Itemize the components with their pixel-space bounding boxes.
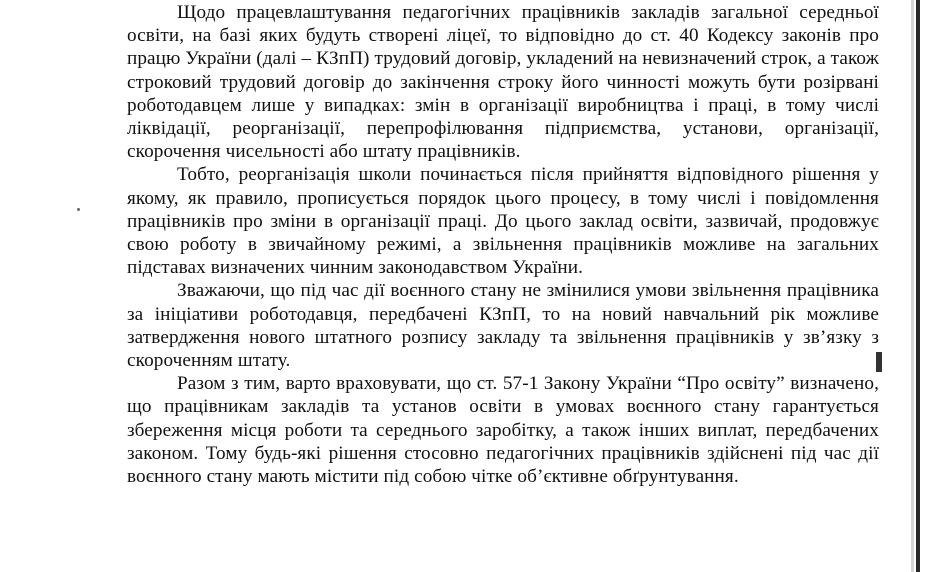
paragraph-employment: Щодо працевлаштування педагогічних працівників закладів загальної середньої освіти, на базі яких будуть створені ліцеї, то відповідно до ст. 40 Кодексу законів про працю України (далі – КЗпП) трудовий договір, укладений на невизначений строк, а також строковий трудовий договір до закінчення строку його чинності можуть бути розірвані роботодавцем лише у випадках: змін в організації виробництва і праці, в тому числі ліквідації, реорганізації, перепрофілювання підприємства, установи, організації, скорочення чисельності або штату працівників. <box>127 2 879 163</box>
document-body <box>127 1 879 488</box>
scan-edge-shadow <box>911 0 914 572</box>
paragraph-reorganization: Тобто, реорганізація школи починається після прийняття відповідного рішення у якому, як правило, прописується порядок цього процесу, в тому числі і повідомлення працівників про зміни в організації праці. До цього заклад освіти, зазвичай, продовжує свою роботу в звичайному режимі, а звільнення працівників можливе на загальних підставах визначених чинним законодавством України. <box>127 164 879 279</box>
paragraph-martial-law: Зважаючи, що під час дії воєнного стану не змінилися умови звільнення працівника за ініціативи роботодавця, передбачені КЗпП, то на новий навчальний рік можливе затвердження нового штатного розпису закладу та звільнення працівників у зв’язку з скороченням штату. <box>127 280 879 372</box>
paragraph-guarantees: Разом з тим, варто враховувати, що ст. 57-1 Закону України “Про освіту” визначено, що працівникам закладів та установ освіти в умовах воєнного стану гарантується збереження місця роботи та середнього заробітку, а також інших виплат, передбачених законом. Тому будь-які рішення стосовно педагогічних працівників здійснені під час дії воєнного стану мають містити під собою чітке об’єктивне обґрунтування. <box>127 373 879 488</box>
scan-edge <box>916 0 920 572</box>
scan-speck <box>77 208 80 211</box>
